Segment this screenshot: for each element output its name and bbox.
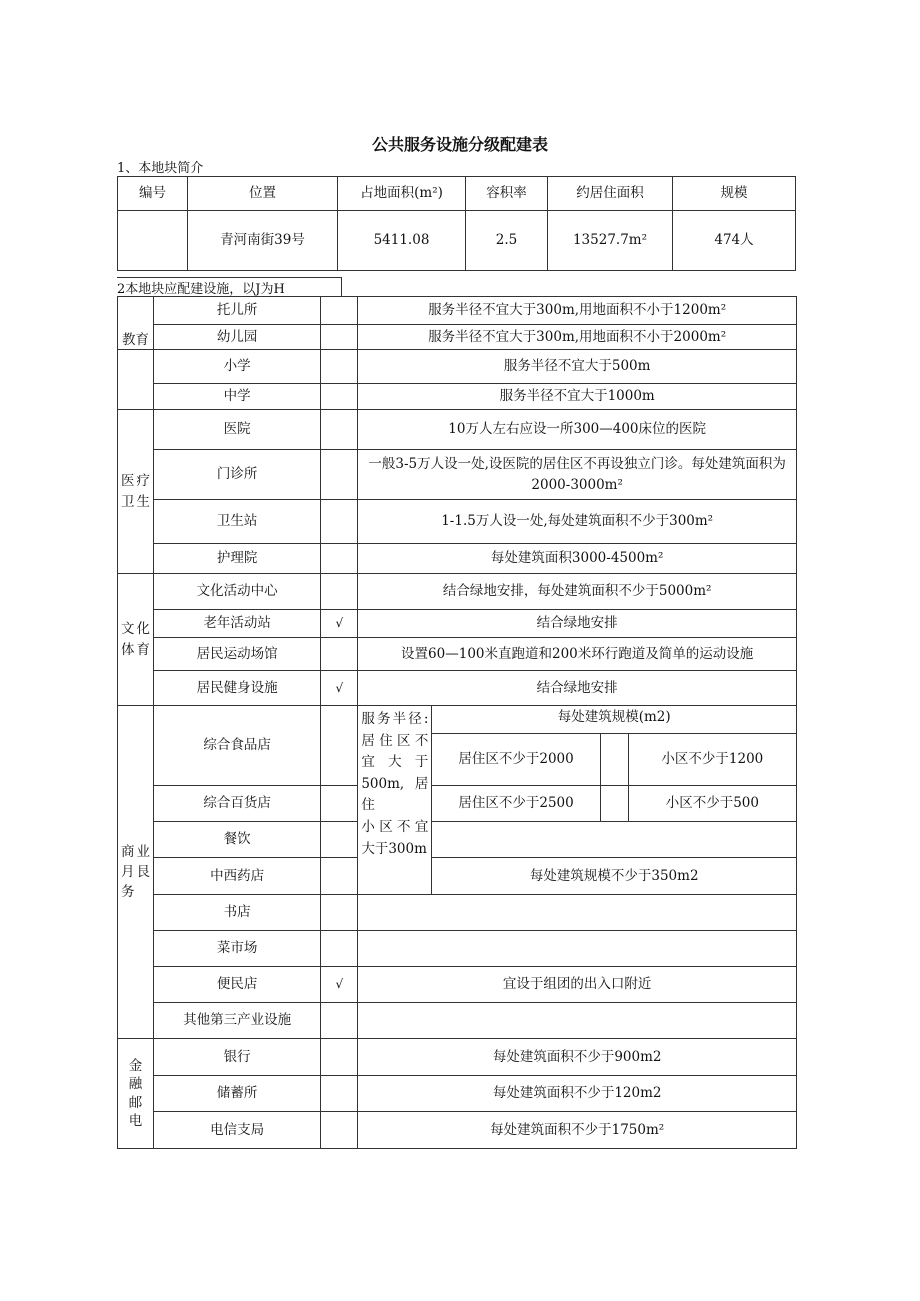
facility-mark — [321, 1076, 358, 1112]
facility-desc: 服务半径不宜大于300m,用地面积不小于1200m² — [358, 297, 797, 325]
food-community-scale: 小区不少于1200 — [628, 734, 796, 786]
facility-mark — [321, 410, 358, 450]
facility-name: 中西药店 — [154, 858, 321, 895]
cell-scale: 474人 — [673, 211, 796, 271]
cell-living-area: 13527.7m² — [548, 211, 673, 271]
category-finance-label: 金融邮电 — [128, 1058, 143, 1129]
block-info-table — [117, 176, 796, 271]
scale-header: 每处建筑规模(m2) — [432, 706, 797, 734]
header-id: 编号 — [118, 177, 188, 211]
facility-name: 门诊所 — [154, 450, 321, 500]
food-district-scale: 居住区不少于2000 — [432, 734, 600, 786]
facility-mark: √ — [321, 671, 358, 706]
facility-desc: 每处建筑面积3000-4500m² — [358, 544, 797, 574]
facility-desc: 一般3-5万人设一处,设医院的居住区不再设独立门诊。每处建筑面积为2000-3000m² — [358, 450, 797, 500]
cell-location: 青河南街39号 — [188, 211, 338, 271]
facility-name: 老年活动站 — [154, 610, 321, 638]
facility-mark — [321, 350, 358, 384]
general-community-scale: 小区不少于500 — [628, 786, 796, 822]
facility-desc: 结合绿地安排 — [358, 671, 797, 706]
cell-area: 5411.08 — [338, 211, 466, 271]
facility-name: 小学 — [154, 350, 321, 384]
facility-desc: 宜设于组团的出入口附近 — [358, 967, 797, 1003]
facility-name: 菜市场 — [154, 931, 321, 967]
category-commerce: 商业月艮务 — [118, 706, 154, 1039]
facility-name: 书店 — [154, 895, 321, 931]
facility-mark — [321, 638, 358, 671]
header-far: 容积率 — [466, 177, 548, 211]
facility-name: 文化活动中心 — [154, 574, 321, 610]
facility-desc: 每处建筑面积不少于900m2 — [358, 1039, 797, 1076]
cell-far: 2.5 — [466, 211, 548, 271]
facility-desc: 1-1.5万人设一处,每处建筑面积不少于300m² — [358, 500, 797, 544]
general-district-scale: 居住区不少于2500 — [432, 786, 600, 822]
facility-mark — [321, 1039, 358, 1076]
facility-name: 居民健身设施 — [154, 671, 321, 706]
facility-desc: 每处建筑面积不少于120m2 — [358, 1076, 797, 1112]
radius-line: 500m,居住 — [361, 775, 429, 814]
category-medical: 医疗卫生 — [118, 410, 154, 574]
facility-mark — [321, 858, 358, 895]
header-location: 位置 — [188, 177, 338, 211]
facility-mark — [321, 822, 358, 858]
facility-mark: √ — [321, 610, 358, 638]
facility-name: 银行 — [154, 1039, 321, 1076]
cell-id — [118, 211, 188, 271]
facility-name: 医院 — [154, 410, 321, 450]
blank-cell — [358, 895, 797, 931]
facility-name: 托儿所 — [154, 297, 321, 325]
facility-desc: 服务半径不宜大于500m — [358, 350, 797, 384]
facility-name: 幼儿园 — [154, 325, 321, 350]
facility-desc: 服务半径不宜大于1000m — [358, 384, 797, 410]
facility-desc: 服务半径不宜大于300m,用地面积不小于2000m² — [358, 325, 797, 350]
facility-mark — [321, 895, 358, 931]
facility-mark — [321, 325, 358, 350]
blank-cell — [600, 734, 628, 786]
facility-name: 综合食品店 — [154, 706, 321, 786]
category-culture: 文化体育 — [118, 574, 154, 706]
radius-line: 小区不宜 — [361, 818, 429, 835]
facility-name: 餐饮 — [154, 822, 321, 858]
blank-cell — [600, 786, 628, 822]
facility-desc: 每处建筑面积不少于1750m² — [358, 1112, 797, 1149]
facility-name: 便民店 — [154, 967, 321, 1003]
facility-name: 居民运动场馆 — [154, 638, 321, 671]
facility-desc — [432, 822, 797, 858]
facility-name: 电信支局 — [154, 1112, 321, 1149]
radius-line: 大于300m — [361, 840, 427, 857]
facility-desc — [358, 931, 797, 967]
header-area: 占地面积(m²) — [338, 177, 466, 211]
facility-mark — [321, 574, 358, 610]
facility-name: 储蓄所 — [154, 1076, 321, 1112]
facility-mark — [321, 706, 358, 786]
radius-line: 宜大于 — [361, 754, 429, 771]
section-1-heading: 1、本地块简介 — [117, 161, 204, 176]
facility-mark — [321, 384, 358, 410]
page-title: 公共服务设施分级配建表 — [371, 135, 548, 154]
facility-desc: 结合绿地安排，每处建筑面积不少于5000m² — [358, 574, 797, 610]
facility-name: 综合百货店 — [154, 786, 321, 822]
header-scale: 规模 — [673, 177, 796, 211]
radius-line: 居住区不 — [361, 732, 429, 749]
facility-mark — [321, 931, 358, 967]
section-2-heading: 2本地块应配建设施，以J为H — [117, 277, 342, 296]
facility-desc: 每处建筑规模不少于350m2 — [432, 858, 797, 895]
facility-desc: 结合绿地安排 — [358, 610, 797, 638]
facilities-table — [117, 296, 797, 1149]
facility-name: 中学 — [154, 384, 321, 410]
category-education: 教育 — [118, 297, 154, 350]
facility-name: 卫生站 — [154, 500, 321, 544]
radius-line: 服务半径: — [361, 711, 429, 727]
facility-mark — [321, 1112, 358, 1149]
header-living-area: 约居住面积 — [548, 177, 673, 211]
facility-name: 其他第三产业设施 — [154, 1003, 321, 1039]
facility-desc — [358, 1003, 797, 1039]
facility-mark — [321, 786, 358, 822]
service-radius-note — [358, 706, 432, 895]
facility-mark — [321, 500, 358, 544]
facility-name: 护理院 — [154, 544, 321, 574]
facility-desc: 设置60—100米直跑道和200米环行跑道及简单的运动设施 — [358, 638, 797, 671]
facility-desc: 10万人左右应设一所300—400床位的医院 — [358, 410, 797, 450]
category-blank — [118, 350, 154, 410]
facility-mark — [321, 450, 358, 500]
category-finance — [118, 1039, 154, 1149]
facility-mark — [321, 297, 358, 325]
facility-mark: √ — [321, 967, 358, 1003]
facility-mark — [321, 544, 358, 574]
facility-mark — [321, 1003, 358, 1039]
